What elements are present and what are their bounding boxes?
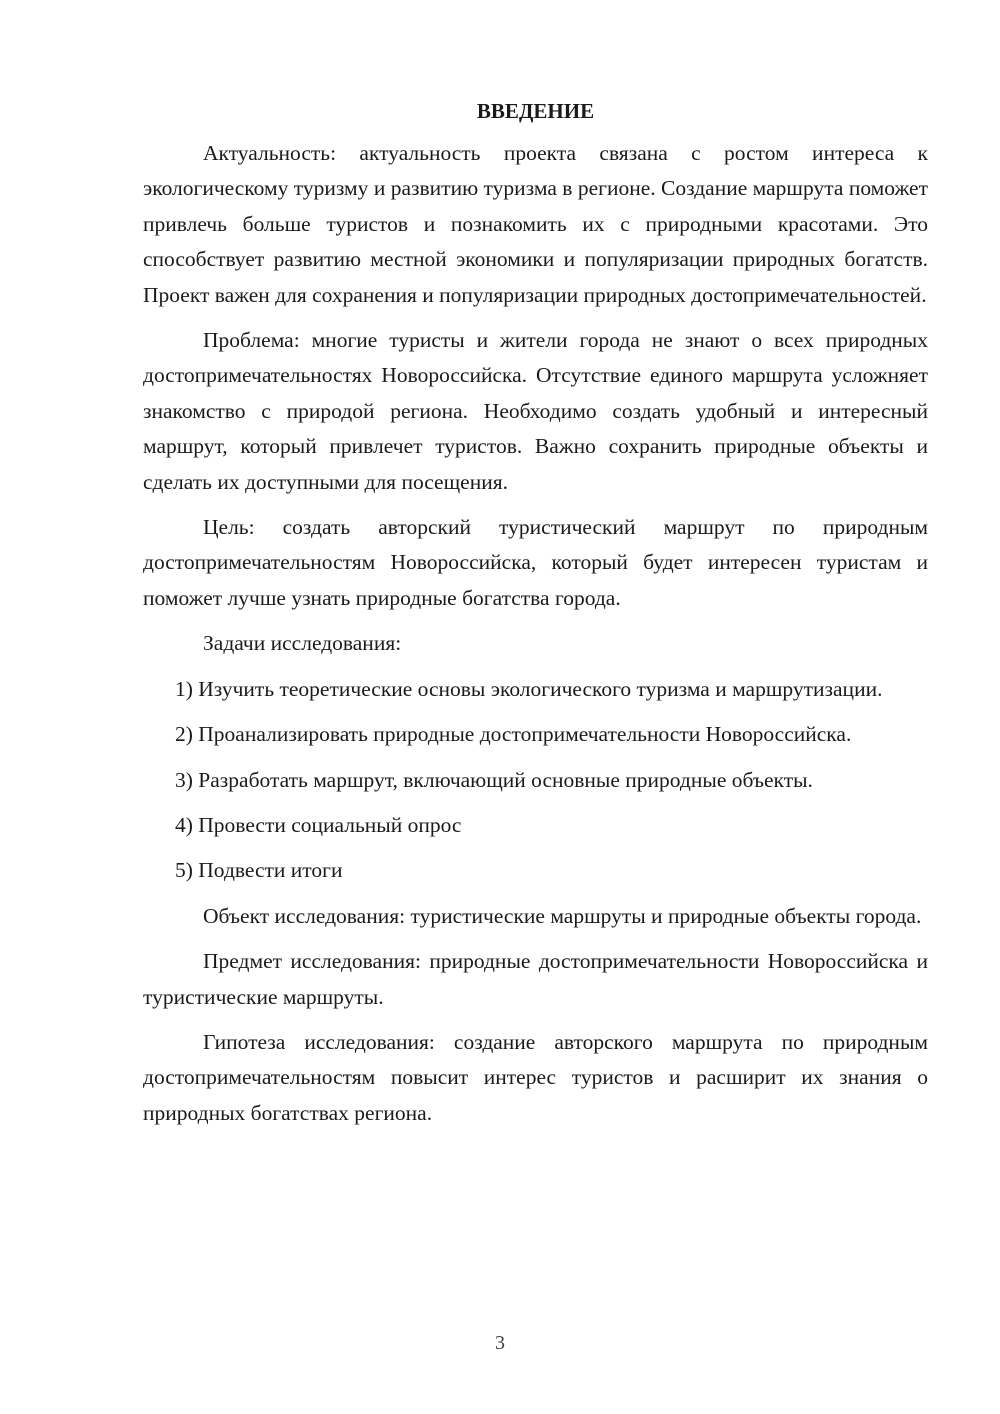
task-item-3: 3) Разработать маршрут, включающий основные природные объекты. bbox=[175, 767, 813, 792]
paragraph-hypothesis: Гипотеза исследования: создание авторского маршрута по природным достопримечательностям повысит интерес туристов и расширит их знания о природных богатствах региона. bbox=[143, 1029, 928, 1125]
task-item-4: 4) Провести социальный опрос bbox=[175, 812, 462, 837]
paragraph-problem: Проблема: многие туристы и жители города не знают о всех природных достопримечательностях Новороссийска. Отсутствие единого маршрута усложняет знакомство с природой региона. Необходимо создать удобный и интересный маршрут, который привлечет туристов. Важно сохранить природные объекты и сделать их доступными для посещения. bbox=[143, 328, 928, 494]
paragraph-relevance: Актуальность: актуальность проекта связана с ростом интереса к экологическому туризму и развитию туризма в регионе. Создание маршрута поможет привлечь больше туристов и познакомить их с природными красотами. Это способствует развитию местной экономики и популяризации природных богатств. Проект важен для сохранения и популяризации природных достопримечательностей. bbox=[143, 141, 928, 307]
page-number: 3 bbox=[495, 1332, 505, 1354]
document-page bbox=[143, 96, 928, 1131]
tasks-heading: Задачи исследования: bbox=[203, 631, 402, 656]
section-title: ВВЕДЕНИЕ bbox=[476, 99, 595, 123]
paragraph-object: Объект исследования: туристические маршруты и природные объекты города. bbox=[203, 903, 922, 928]
task-item-2: 2) Проанализировать природные достопримечательности Новороссийска. bbox=[175, 722, 852, 747]
paragraph-subject: Предмет исследования: природные достопримечательности Новороссийска и туристические маршруты. bbox=[143, 949, 928, 1009]
task-item-5: 5) Подвести итоги bbox=[175, 858, 343, 883]
task-item-1: 1) Изучить теоретические основы экологического туризма и маршрутизации. bbox=[175, 676, 883, 701]
paragraph-goal: Цель: создать авторский туристический маршрут по природным достопримечательностям Новороссийска, который будет интересен туристам и поможет лучше узнать природные богатства города. bbox=[143, 515, 928, 610]
